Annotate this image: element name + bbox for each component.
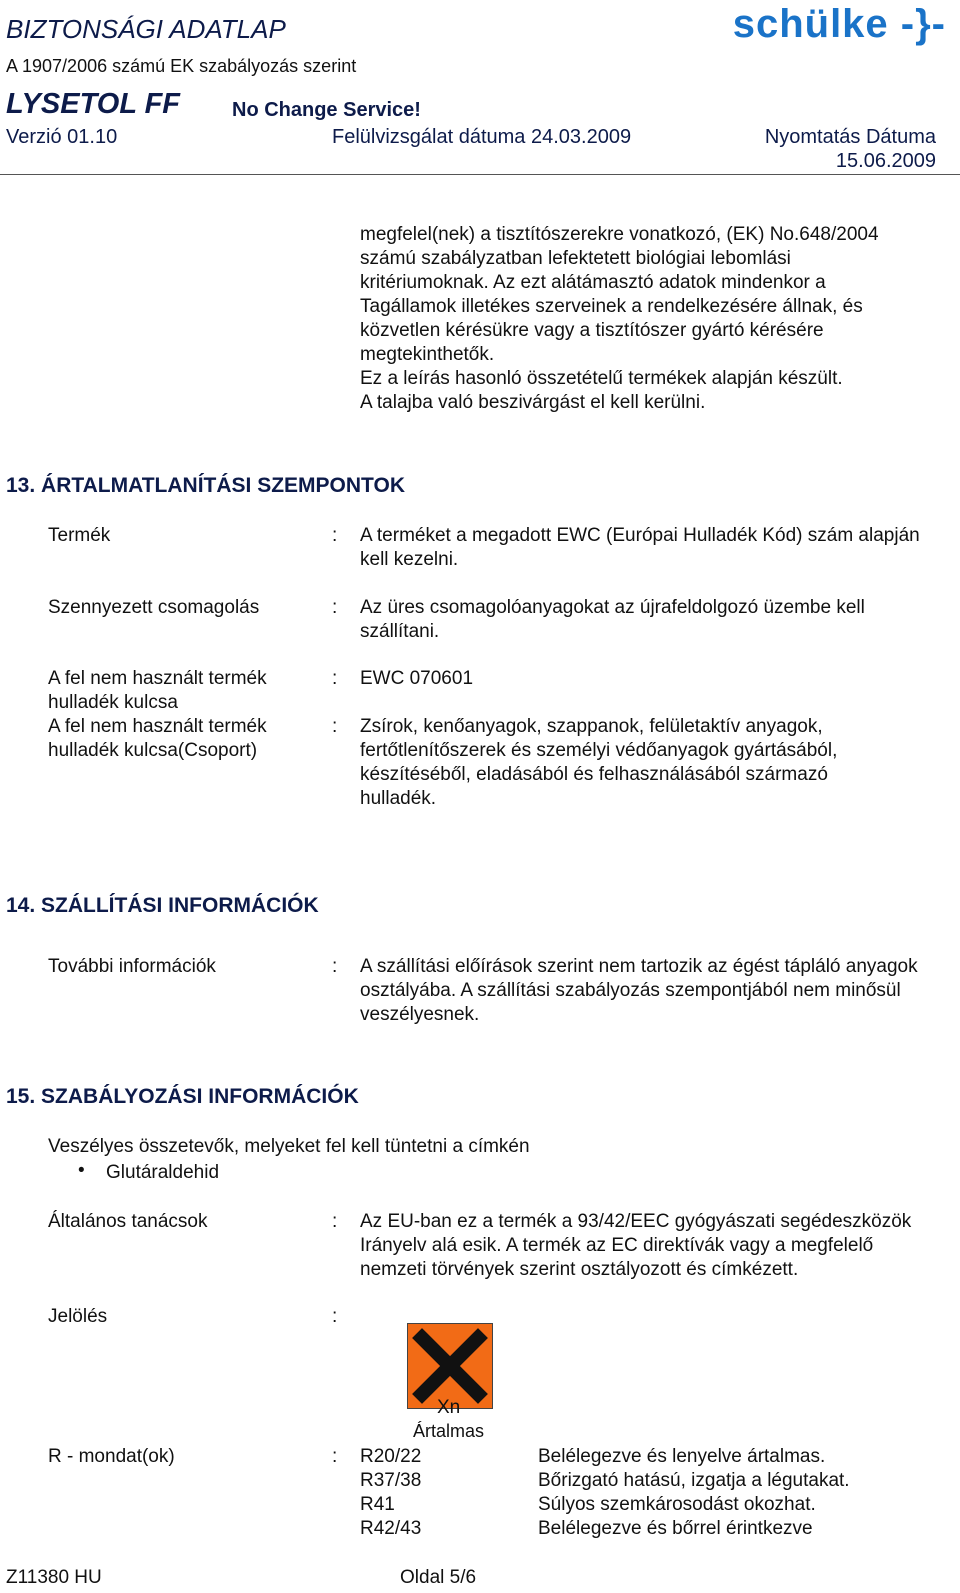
r-phrase-code: R42/43: [360, 1518, 422, 1539]
row-value: Az üres csomagolóanyagokat az újrafeldolgozó üzembe kell szállítani.: [360, 597, 865, 642]
colon: :: [332, 597, 338, 618]
r-phrase-code: R37/38: [360, 1470, 422, 1491]
section-15-title: 15. SZABÁLYOZÁSI INFORMÁCIÓK: [6, 1085, 359, 1108]
intro-line: számú szabályzatban lefektetett biológiai lebomlási: [360, 248, 791, 269]
hazard-name: Ártalmas: [413, 1421, 485, 1441]
row-label: Általános tanácsok: [48, 1211, 208, 1232]
r-phrase-text: Bőrizgató hatású, izgatja a légutakat.: [538, 1470, 850, 1491]
header-divider: [0, 174, 960, 175]
r-phrase-code: R20/22: [360, 1446, 422, 1467]
row-label: A fel nem használt termék hulladék kulcsa: [48, 668, 267, 713]
intro-line: kritériumoknak. Az ezt alátámasztó adatok mindenkor a: [360, 272, 826, 293]
colon: :: [332, 1306, 338, 1327]
section-13-title: 13. ÁRTALMATLANÍTÁSI SZEMPONTOK: [6, 474, 405, 497]
intro-line: közvetlen kérésükre vagy a tisztítószer gyártó kérésére: [360, 320, 824, 341]
r-phrase-text: Súlyos szemkárosodást okozhat.: [538, 1494, 816, 1515]
colon: :: [332, 1211, 338, 1232]
revision-date: Felülvizsgálat dátuma 24.03.2009: [332, 126, 632, 148]
row-label: Jelölés: [48, 1306, 108, 1327]
colon: :: [332, 668, 338, 689]
row-label: Termék: [48, 525, 111, 546]
r-phrase-text: Belélegezve és lenyelve ártalmas.: [538, 1446, 826, 1467]
waste-code-value: EWC 070601: [360, 668, 474, 689]
brand-logo: schülke -}-: [732, 2, 946, 46]
row-label: A fel nem használt termék hulladék kulcsa(Csoport): [48, 716, 267, 761]
page-number: Oldal 5/6: [400, 1567, 477, 1588]
colon: :: [332, 716, 338, 737]
components-heading: Veszélyes összetevők, melyeket fel kell tüntetni a címkén: [48, 1136, 530, 1157]
row-label: Szennyezett csomagolás: [48, 597, 260, 618]
intro-line: megfelel(nek) a tisztítószerekre vonatkozó, (EK) No.648/2004: [360, 224, 879, 245]
row-value: Zsírok, kenőanyagok, szappanok, felületaktív anyagok, fertőtlenítőszerek és személyi védőanyagok gyártásából, készítéséből, eladásából és felhasználásából származó hulladék.: [360, 716, 838, 809]
print-date: 15.06.2009: [835, 150, 936, 172]
intro-line: Ez a leírás hasonló összetételű termékek alapján készült.: [360, 368, 843, 389]
component-item: Glutáraldehid: [106, 1162, 220, 1183]
product-name: LYSETOL FF: [6, 88, 181, 120]
row-label: R - mondat(ok): [48, 1446, 175, 1467]
r-phrase-code: R41: [360, 1494, 395, 1515]
row-value: A terméket a megadott EWC (Európai Hulladék Kód) szám alapján kell kezelni.: [360, 525, 920, 570]
footer-code: Z11380 HU: [6, 1567, 102, 1588]
cross-icon: [408, 1324, 492, 1408]
intro-line: A talajba való beszivárgást el kell kerülni.: [360, 392, 706, 413]
row-value: A szállítási előírások szerint nem tartozik az égést tápláló anyagok osztályába. A szállítási szabályozás szempontjából nem minősül veszélyesnek.: [360, 956, 918, 1025]
hazard-code: Xn: [437, 1397, 461, 1418]
regulation-subtitle: A 1907/2006 számú EK szabályozás szerint: [6, 56, 357, 76]
row-value: Az EU-ban ez a termék a 93/42/EEC gyógyászati segédeszközök Irányelv alá esik. A termék az EC direktívák vagy a megfelelő nemzeti törvények szerint osztályozott és címkézett.: [360, 1211, 912, 1280]
colon: :: [332, 525, 338, 546]
colon: :: [332, 1446, 338, 1467]
colon: :: [332, 956, 338, 977]
version-text: Verzió 01.10: [6, 126, 118, 148]
document-title: BIZTONSÁGI ADATLAP: [6, 14, 286, 44]
print-date-label: Nyomtatás Dátuma: [764, 126, 936, 148]
section-14-title: 14. SZÁLLÍTÁSI INFORMÁCIÓK: [6, 894, 319, 917]
service-note: No Change Service!: [232, 99, 421, 121]
row-label: További információk: [48, 956, 216, 977]
r-phrase-text: Belélegezve és bőrrel érintkezve: [538, 1518, 813, 1539]
intro-line: megtekinthetők.: [360, 344, 495, 365]
bullet-icon: •: [78, 1160, 85, 1181]
intro-line: Tagállamok illetékes szerveinek a rendelkezésére állnak, és: [360, 296, 863, 317]
